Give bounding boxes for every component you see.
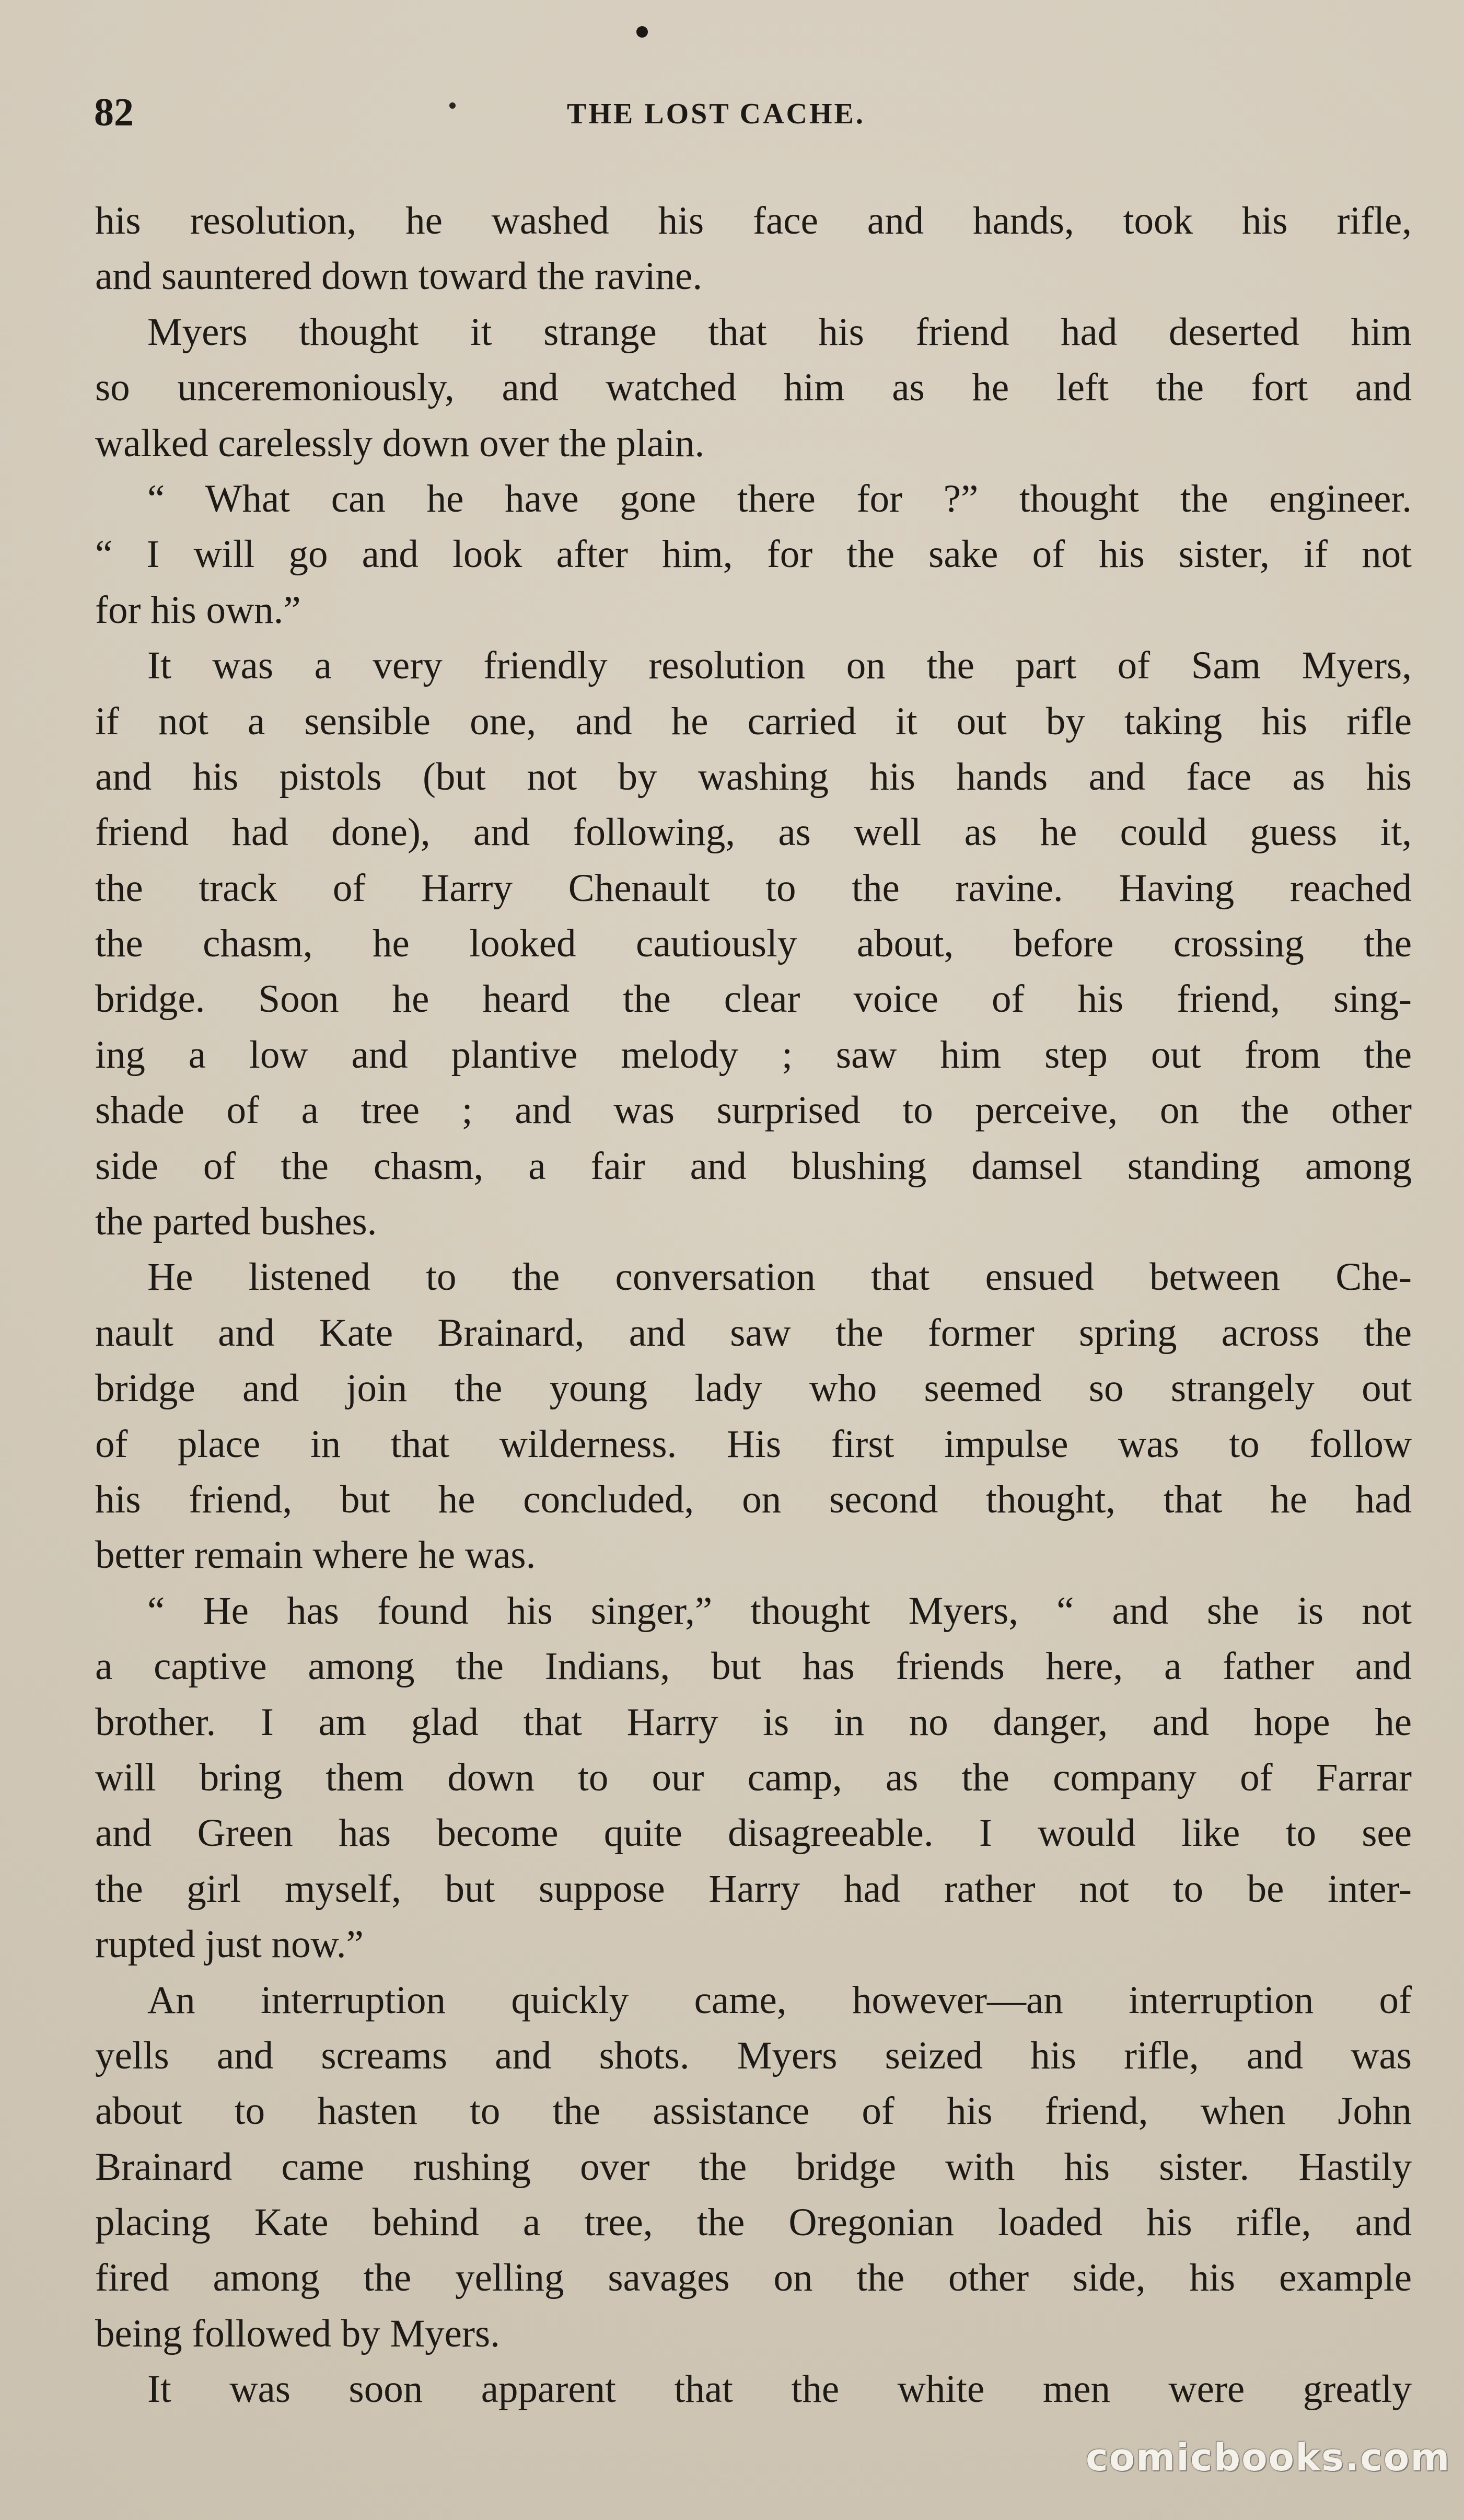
text-line: placing Kate behind a tree, the Oregonian loaded his rifle, and [95, 2201, 1412, 2245]
page-number: 82 [94, 90, 134, 134]
text-line: will bring them down to our camp, as the company of Farrar [95, 1755, 1412, 1799]
text-line: better remain where he was. [95, 1533, 536, 1577]
text-line: bridge and join the young lady who seemed so strangely out [95, 1367, 1412, 1411]
text-line: the parted bushes. [95, 1200, 377, 1244]
text-line: “ He has found his singer,” thought Myers, “ and she is not [147, 1589, 1412, 1633]
text-line: his friend, but he concluded, on second thought, that he had [95, 1477, 1412, 1521]
body-text [95, 193, 1412, 2418]
text-line: the track of Harry Chenault to the ravine. Having reached [95, 866, 1412, 910]
text-line: fired among the yelling savages on the other side, his example [95, 2256, 1412, 2300]
text-line: for his own.” [95, 588, 301, 632]
text-line: and sauntered down toward the ravine. [95, 255, 703, 298]
text-line: nault and Kate Brainard, and saw the former spring across the [95, 1311, 1412, 1355]
text-line: so unceremoniously, and watched him as he left the fort and [95, 366, 1412, 410]
text-line: ing a low and plantive melody ; saw him step out from the [95, 1033, 1412, 1077]
text-line: being followed by Myers. [95, 2311, 500, 2355]
text-line: It was a very friendly resolution on the part of Sam Myers, [147, 644, 1412, 688]
text-line: Brainard came rushing over the bridge with his sister. Hastily [95, 2145, 1412, 2189]
text-line: of place in that wilderness. His first impulse was to follow [95, 1422, 1412, 1466]
watermark: comicbooks.com [1086, 2435, 1451, 2479]
text-line: He listened to the conversation that ensued between Che- [147, 1255, 1412, 1299]
running-head [94, 89, 1400, 136]
text-line: side of the chasm, a fair and blushing damsel standing among [95, 1144, 1412, 1188]
text-line: a captive among the Indians, but has friends here, a father and [95, 1645, 1412, 1689]
text-line: yells and screams and shots. Myers seized his rifle, and was [95, 2033, 1412, 2077]
running-title: THE LOST CACHE. [567, 98, 865, 130]
text-line: friend had done), and following, as well as he could guess it, [95, 811, 1412, 854]
text-line: about to hasten to the assistance of his friend, when John [95, 2089, 1412, 2133]
text-line: the girl myself, but suppose Harry had rather not to be inter- [95, 1867, 1412, 1911]
text-line: “ I will go and look after him, for the sake of his sister, if not [95, 533, 1412, 576]
text-line: if not a sensible one, and he carried it out by taking his rifle [95, 699, 1412, 743]
text-line: shade of a tree ; and was surprised to perceive, on the other [95, 1089, 1412, 1132]
text-line: his resolution, he washed his face and hands, took his rifle, [95, 199, 1412, 242]
text-line: the chasm, he looked cautiously about, before crossing the [95, 922, 1412, 966]
ink-dot [449, 102, 456, 109]
text-line: and his pistols (but not by washing his hands and face as his [95, 755, 1412, 799]
ink-dot [636, 26, 648, 38]
text-line: An interruption quickly came, however—an interruption of [147, 1978, 1412, 2022]
text-line: brother. I am glad that Harry is in no danger, and hope he [95, 1700, 1412, 1744]
text-line: and Green has become quite disagreeable. I would like to see [95, 1811, 1412, 1855]
text-line: Myers thought it strange that his friend had deserted him [147, 310, 1412, 354]
text-line: “ What can he have gone there for ?” thought the engineer. [147, 477, 1412, 521]
text-line: bridge. Soon he heard the clear voice of his friend, sing- [95, 977, 1412, 1021]
text-line: It was soon apparent that the white men were greatly [147, 2367, 1412, 2411]
text-line: walked carelessly down over the plain. [95, 421, 705, 465]
text-line: rupted just now.” [95, 1923, 364, 1967]
